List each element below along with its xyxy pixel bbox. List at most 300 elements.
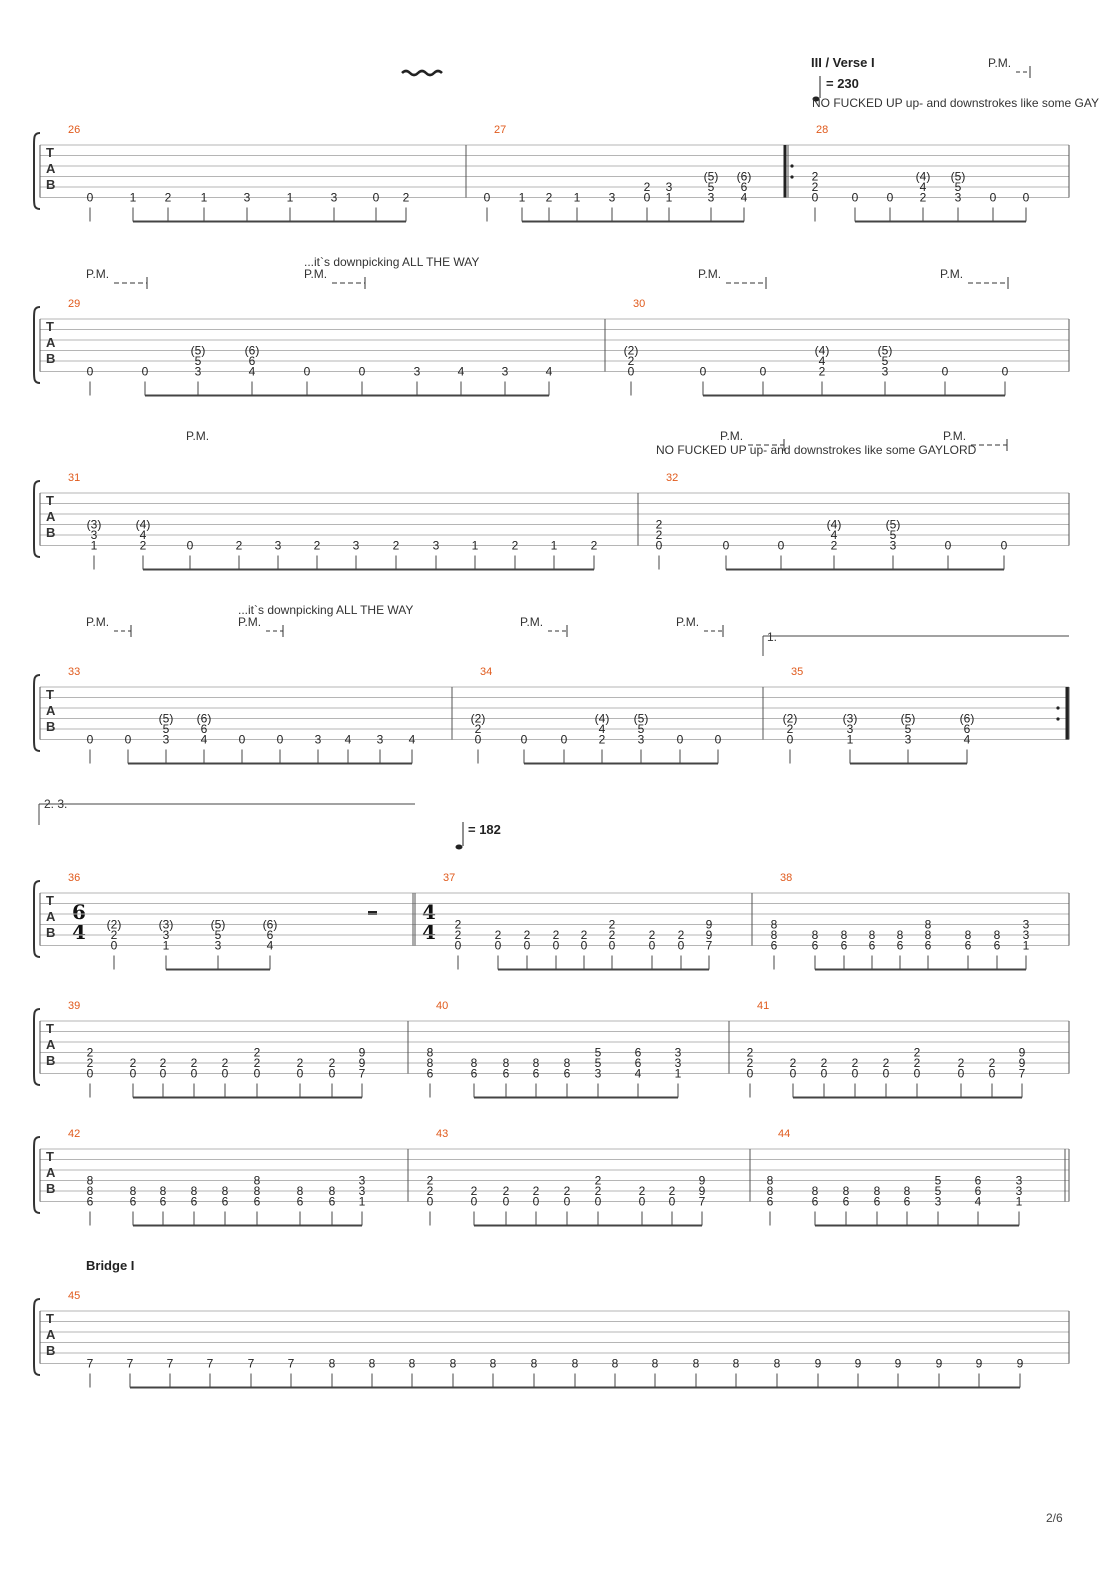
tab-clef-letter: A	[46, 1165, 56, 1180]
fret-number: 6	[190, 1194, 198, 1209]
fret-number: 8	[328, 1356, 336, 1371]
fret-number: 6	[129, 1194, 137, 1209]
fret-number: 2	[648, 928, 656, 942]
fret-number: 4	[248, 364, 256, 379]
fret-number: 8	[766, 1173, 774, 1188]
fret-number: 0	[886, 190, 894, 205]
fret-number: 2	[988, 1056, 996, 1070]
fret-number: 1	[1022, 938, 1030, 953]
repeat-dot	[790, 164, 793, 167]
fret-number: 3	[674, 1045, 682, 1060]
fret-number: 0	[944, 538, 952, 553]
fret-number: 0	[851, 190, 859, 205]
fret-number: 9	[698, 1173, 706, 1188]
fret-number: 6	[896, 938, 904, 953]
fret-number: 0	[110, 938, 118, 953]
fret-number: 9	[975, 1356, 983, 1371]
fret-number: 3	[214, 938, 222, 953]
fret-number: 3	[358, 1184, 366, 1198]
fret-number: 2	[811, 169, 819, 184]
fret-number: 5	[934, 1184, 942, 1198]
fret-number: 8	[770, 917, 778, 932]
fret-number: 2	[608, 917, 616, 932]
tab-clef-letter: B	[46, 925, 56, 940]
fret-number: 6	[328, 1194, 336, 1209]
fret-number: 2	[426, 1173, 434, 1188]
fret-number: 6	[974, 1173, 982, 1188]
fret-number: 5	[214, 928, 222, 942]
time-signature-top: 4	[422, 900, 436, 924]
fret-number: 3	[707, 190, 715, 205]
fret-number: 8	[732, 1356, 740, 1371]
fret-number: 3	[594, 1066, 602, 1081]
fret-number: 0	[759, 364, 767, 379]
tab-clef-letter: A	[46, 161, 56, 176]
fret-number: 2	[470, 1184, 478, 1198]
fret-number: 0	[86, 732, 94, 747]
fret-number: (6)	[736, 169, 752, 184]
fret-number: 2	[221, 1056, 229, 1070]
fret-number: 0	[426, 1194, 434, 1209]
fret-number: 0	[502, 1194, 510, 1209]
fret-number: 4	[200, 732, 208, 747]
fret-number: 2	[313, 538, 321, 553]
fret-number: 6	[903, 1194, 911, 1209]
fret-number: 0	[276, 732, 284, 747]
fret-number: 5	[954, 180, 962, 194]
fret-number: 5	[594, 1056, 602, 1070]
fret-number: 8	[903, 1184, 911, 1198]
fret-number: 2	[253, 1045, 261, 1060]
fret-number: 3	[889, 538, 897, 553]
fret-number: 8	[159, 1184, 167, 1198]
fret-number: 8	[563, 1056, 571, 1070]
fret-number: 2	[594, 1184, 602, 1198]
fret-number: 2	[643, 180, 651, 194]
vibrato-mark	[402, 71, 442, 75]
fret-number: 4	[963, 732, 971, 747]
fret-number: 8	[770, 928, 778, 942]
tab-clef-letter: B	[46, 719, 56, 734]
fret-number: 2	[454, 917, 462, 932]
measure-number: 41	[757, 1000, 770, 1012]
tempo-marking: = 230	[826, 76, 859, 91]
fret-number: 6	[740, 180, 748, 194]
fret-number: 7	[247, 1356, 255, 1371]
fret-number: (2)	[623, 343, 639, 358]
palm-mute-label: P.M.	[86, 267, 110, 281]
fret-number: 8	[964, 928, 972, 942]
fret-number: 8	[868, 928, 876, 942]
fret-number: 4	[634, 1066, 642, 1081]
fret-number: 0	[676, 732, 684, 747]
system-brace	[34, 1137, 40, 1213]
system-brace	[34, 307, 40, 383]
tempo-note-head	[456, 845, 463, 850]
fret-number: 7	[287, 1356, 295, 1371]
fret-number: 2	[608, 928, 616, 942]
fret-number: 0	[789, 1066, 797, 1081]
fret-number: 2	[913, 1056, 921, 1070]
fret-number: 2	[402, 190, 410, 205]
fret-number: 7	[705, 938, 713, 953]
annotation-downpicking: ...it`s downpicking ALL THE WAY	[304, 255, 480, 269]
fret-number: 6	[296, 1194, 304, 1209]
fret-number: 0	[655, 538, 663, 553]
fret-number: 3	[1022, 917, 1030, 932]
fret-number: 2	[426, 1184, 434, 1198]
measure-number: 29	[68, 298, 81, 310]
fret-number: 3	[194, 364, 202, 379]
fret-number: 8	[840, 928, 848, 942]
system-brace	[34, 881, 40, 957]
fret-number: 7	[166, 1356, 174, 1371]
fret-number: 2	[882, 1056, 890, 1070]
fret-number: 8	[530, 1356, 538, 1371]
measure-number: 43	[436, 1128, 449, 1140]
fret-number: 0	[520, 732, 528, 747]
tab-clef-letter: A	[46, 335, 56, 350]
fret-number: 8	[489, 1356, 497, 1371]
fret-number: 9	[358, 1045, 366, 1060]
fret-number: 2	[474, 722, 482, 736]
fret-number: 2	[253, 1056, 261, 1070]
fret-number: 0	[186, 538, 194, 553]
fret-number: 8	[426, 1045, 434, 1060]
fret-number: 0	[851, 1066, 859, 1081]
fret-number: 0	[328, 1066, 336, 1081]
fret-number: 8	[811, 1184, 819, 1198]
measure-number: 40	[436, 1000, 449, 1012]
fret-number: 9	[698, 1184, 706, 1198]
tempo-change-marking: = 182	[468, 822, 501, 837]
fret-number: 7	[358, 1066, 366, 1081]
fret-number: 0	[238, 732, 246, 747]
fret-number: 0	[303, 364, 311, 379]
fret-number: 8	[766, 1184, 774, 1198]
fret-number: 2	[746, 1045, 754, 1060]
repeat-dot	[1056, 706, 1059, 709]
fret-number: 8	[924, 917, 932, 932]
tab-clef-letter: T	[46, 493, 54, 508]
fret-number: 2	[454, 928, 462, 942]
fret-number: 8	[811, 928, 819, 942]
fret-number: (3)	[842, 711, 858, 726]
fret-number: 3	[1022, 928, 1030, 942]
fret-number: 0	[552, 938, 560, 953]
tab-clef-letter: A	[46, 909, 56, 924]
time-signature-bottom: 4	[72, 920, 86, 944]
fret-number: 2	[655, 517, 663, 532]
fret-number: 8	[692, 1356, 700, 1371]
fret-number: 0	[714, 732, 722, 747]
fret-number: 6	[470, 1066, 478, 1081]
tab-clef-letter: T	[46, 687, 54, 702]
fret-number: 8	[651, 1356, 659, 1371]
palm-mute-label: P.M.	[86, 615, 110, 629]
fret-number: 2	[677, 928, 685, 942]
fret-number: 2	[818, 364, 826, 379]
tab-clef-letter: B	[46, 351, 56, 366]
fret-number: (5)	[900, 711, 916, 726]
fret-number: 0	[454, 938, 462, 953]
fret-number: 0	[608, 938, 616, 953]
tab-clef-letter: B	[46, 525, 56, 540]
annotation-downpicking: ...it`s downpicking ALL THE WAY	[238, 603, 414, 617]
fret-number: 0	[820, 1066, 828, 1081]
fret-number: 3	[1015, 1173, 1023, 1188]
fret-number: 8	[296, 1184, 304, 1198]
fret-number: 2	[830, 538, 838, 553]
fret-number: 5	[889, 528, 897, 542]
fret-number: (5)	[190, 343, 206, 358]
measure-number: 32	[666, 472, 679, 484]
measure-number: 35	[791, 666, 804, 678]
repeat-dot	[1056, 717, 1059, 720]
fret-number: (4)	[814, 343, 830, 358]
fret-number: 6	[502, 1066, 510, 1081]
fret-number: 1	[471, 538, 479, 553]
fret-number: 2	[746, 1056, 754, 1070]
fret-number: 8	[924, 928, 932, 942]
fret-number: 0	[627, 364, 635, 379]
fret-number: 8	[773, 1356, 781, 1371]
fret-number: 8	[502, 1056, 510, 1070]
palm-mute-label: P.M.	[698, 267, 722, 281]
fret-number: 0	[594, 1194, 602, 1209]
fret-number: 9	[1016, 1356, 1024, 1371]
measure-number: 33	[68, 666, 81, 678]
fret-number: 0	[86, 1066, 94, 1081]
fret-number: 2	[598, 732, 606, 747]
fret-number: 4	[408, 732, 416, 747]
fret-number: 0	[699, 364, 707, 379]
fret-number: 3	[432, 538, 440, 553]
second-ending-label: 2. 3.	[44, 797, 68, 811]
fret-number: 4	[598, 722, 606, 736]
fret-number: 2	[511, 538, 519, 553]
fret-number: 4	[344, 732, 352, 747]
fret-number: 6	[248, 354, 256, 368]
fret-number: 1	[550, 538, 558, 553]
section-title-verse: III / Verse I	[811, 55, 875, 70]
staff-systems	[34, 124, 1069, 1388]
fret-number: 2	[655, 528, 663, 542]
fret-number: 8	[253, 1173, 261, 1188]
fret-number: 8	[86, 1184, 94, 1198]
fret-number: 8	[408, 1356, 416, 1371]
fret-number: 2	[532, 1184, 540, 1198]
measure-number: 30	[633, 298, 646, 310]
palm-mute-label: P.M.	[940, 267, 964, 281]
fret-number: (3)	[158, 917, 174, 932]
fret-number: 0	[957, 1066, 965, 1081]
system-brace	[34, 481, 40, 557]
measure-number: 45	[68, 1290, 81, 1302]
fret-number: 1	[162, 938, 170, 953]
fret-number: 4	[545, 364, 553, 379]
fret-number: 0	[86, 364, 94, 379]
fret-number: (2)	[782, 711, 798, 726]
fret-number: 0	[483, 190, 491, 205]
fret-number: 6	[253, 1194, 261, 1209]
fret-number: (6)	[959, 711, 975, 726]
fret-number: 3	[162, 928, 170, 942]
fret-number: 2	[129, 1056, 137, 1070]
fret-number: 0	[221, 1066, 229, 1081]
fret-number: 0	[989, 190, 997, 205]
fret-number: 3	[358, 1173, 366, 1188]
fret-number: 1	[674, 1066, 682, 1081]
fret-number: 2	[502, 1184, 510, 1198]
fret-number: 9	[935, 1356, 943, 1371]
fret-number: 8	[449, 1356, 457, 1371]
fret-number: 1	[665, 190, 673, 205]
fret-number: 6	[964, 938, 972, 953]
fret-number: (5)	[158, 711, 174, 726]
fret-number: 6	[200, 722, 208, 736]
page-number: 2/6	[1046, 1511, 1063, 1525]
tab-clef-letter: A	[46, 1327, 56, 1342]
fret-number: 0	[253, 1066, 261, 1081]
fret-number: 6	[811, 938, 819, 953]
fret-number: 3	[846, 722, 854, 736]
fret-number: 2	[789, 1056, 797, 1070]
fret-number: 7	[86, 1356, 94, 1371]
fret-number: 2	[552, 928, 560, 942]
fret-number: 5	[881, 354, 889, 368]
fret-number: 0	[563, 1194, 571, 1209]
fret-number: 6	[974, 1184, 982, 1198]
fret-number: 6	[993, 938, 1001, 953]
fret-number: 0	[190, 1066, 198, 1081]
measure-number: 39	[68, 1000, 81, 1012]
fret-number: (2)	[470, 711, 486, 726]
fret-number: 2	[563, 1184, 571, 1198]
fret-number: 2	[86, 1045, 94, 1060]
fret-number: 0	[677, 938, 685, 953]
measure-number: 26	[68, 124, 81, 136]
fret-number: 2	[820, 1056, 828, 1070]
fret-number: 0	[141, 364, 149, 379]
fret-number: (4)	[135, 517, 151, 532]
fret-number: 3	[608, 190, 616, 205]
fret-number: 0	[777, 538, 785, 553]
fret-number: 0	[1001, 364, 1009, 379]
fret-number: 0	[296, 1066, 304, 1081]
fret-number: 2	[594, 1173, 602, 1188]
fret-number: 4	[740, 190, 748, 205]
fret-number: 3	[90, 528, 98, 542]
tab-clef-letter: T	[46, 319, 54, 334]
fret-number: 2	[139, 538, 147, 553]
fret-number: 2	[668, 1184, 676, 1198]
fret-number: (5)	[633, 711, 649, 726]
fret-number: 6	[873, 1194, 881, 1209]
fret-number: 4	[139, 528, 147, 542]
tab-clef-letter: A	[46, 509, 56, 524]
fret-number: 0	[786, 732, 794, 747]
fret-number: 6	[840, 938, 848, 953]
first-ending-label: 1.	[767, 630, 778, 644]
fret-number: 0	[1022, 190, 1030, 205]
tab-clef-letter: T	[46, 1311, 54, 1326]
fret-number: 0	[746, 1066, 754, 1081]
fret-number: 2	[545, 190, 553, 205]
fret-number: 2	[627, 354, 635, 368]
fret-number: (5)	[210, 917, 226, 932]
fret-number: 6	[868, 938, 876, 953]
fret-number: 4	[974, 1194, 982, 1209]
fret-number: 6	[766, 1194, 774, 1209]
fret-number: 3	[274, 538, 282, 553]
fret-number: 6	[634, 1056, 642, 1070]
fret-number: 8	[368, 1356, 376, 1371]
fret-number: 8	[842, 1184, 850, 1198]
fret-number: 9	[1018, 1056, 1026, 1070]
fret-number: (5)	[703, 169, 719, 184]
palm-mute-label: P.M.	[520, 615, 544, 629]
fret-number: 3	[413, 364, 421, 379]
fret-number: (5)	[877, 343, 893, 358]
fret-number: 0	[560, 732, 568, 747]
fret-number: (2)	[106, 917, 122, 932]
fret-number: 3	[376, 732, 384, 747]
fret-number: 0	[523, 938, 531, 953]
fret-number: 5	[904, 722, 912, 736]
fret-number: 6	[221, 1194, 229, 1209]
fret-number: 2	[851, 1056, 859, 1070]
fret-number: 3	[934, 1194, 942, 1209]
fret-number: 3	[243, 190, 251, 205]
fret-number: 6	[86, 1194, 94, 1209]
fret-number: 0	[1000, 538, 1008, 553]
palm-mute-label: P.M.	[943, 429, 967, 443]
fret-number: 6	[963, 722, 971, 736]
fret-number: 4	[818, 354, 826, 368]
fret-number: (5)	[950, 169, 966, 184]
fret-number: 9	[1018, 1045, 1026, 1060]
fret-number: (5)	[885, 517, 901, 532]
palm-mute-label: P.M.	[988, 56, 1012, 70]
fret-number: (3)	[86, 517, 102, 532]
fret-number: 1	[1015, 1194, 1023, 1209]
tab-clef-letter: B	[46, 177, 56, 192]
tab-clef-letter: T	[46, 1149, 54, 1164]
fret-number: 8	[190, 1184, 198, 1198]
fret-number: 2	[913, 1045, 921, 1060]
fret-number: 0	[159, 1066, 167, 1081]
fret-number: 8	[532, 1056, 540, 1070]
fret-number: 7	[206, 1356, 214, 1371]
fret-number: 9	[894, 1356, 902, 1371]
fret-number: 6	[924, 938, 932, 953]
fret-number: 9	[854, 1356, 862, 1371]
fret-number: (4)	[915, 169, 931, 184]
measure-number: 44	[778, 1128, 791, 1140]
system-brace	[34, 1009, 40, 1085]
fret-number: 1	[129, 190, 137, 205]
measure-number: 27	[494, 124, 507, 136]
fret-number: 7	[126, 1356, 134, 1371]
tab-clef-letter: B	[46, 1343, 56, 1358]
fret-number: 8	[328, 1184, 336, 1198]
fret-number: (6)	[196, 711, 212, 726]
fret-number: 0	[494, 938, 502, 953]
system-brace	[34, 675, 40, 751]
fret-number: 1	[573, 190, 581, 205]
fret-number: 1	[200, 190, 208, 205]
